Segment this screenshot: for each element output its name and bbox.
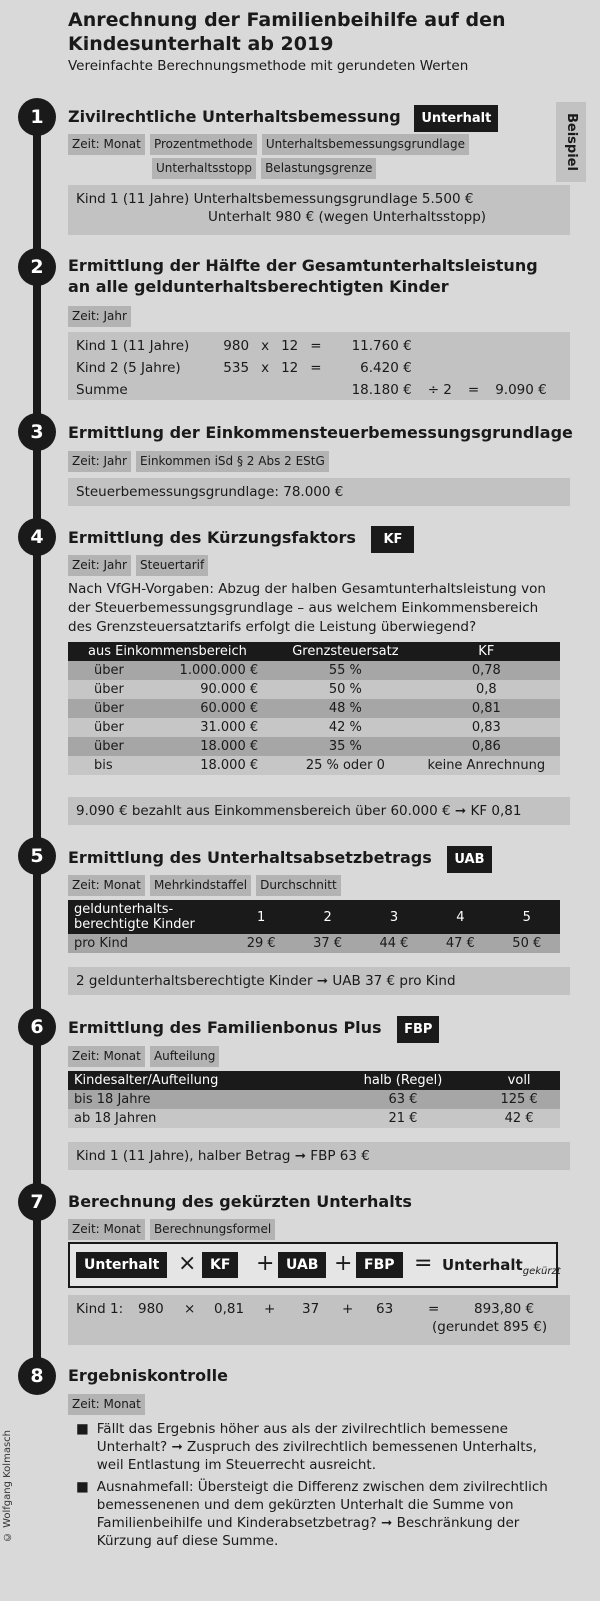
tag: Zeit: Jahr [68, 306, 131, 327]
tag-row [68, 874, 341, 896]
tag: Unterhaltsbemessungsgrundlage [262, 134, 469, 155]
tag: Steuertarif [136, 555, 208, 576]
tag-row [68, 305, 131, 327]
tag: Einkommen iSd § 2 Abs 2 EStG [136, 451, 329, 472]
result-box: 9.090 € bezahlt aus Einkommensbereich über 60.000 € ➞ KF 0,81 [68, 797, 570, 825]
step-title: Ermittlung des Familienbonus Plus FBP [68, 1016, 439, 1043]
tag: Unterhaltsstopp [152, 158, 256, 179]
calc-box [68, 332, 570, 400]
page-title: Anrechnung der Familienbeihilfe auf den Kindesunterhalt ab 2019 [68, 9, 506, 55]
tag: Prozentmethode [150, 134, 257, 155]
step-number: 7 [18, 1183, 56, 1221]
bullet-list [76, 1420, 556, 1550]
calc-row: Kind 1 (11 Jahre) 980 x 12 = 11.760 € [76, 338, 412, 354]
copyright-credit: © Wolfgang Kolmasch [2, 1430, 13, 1543]
tag-row [68, 554, 208, 576]
kf-badge: KF [371, 526, 414, 553]
step-number: 3 [18, 413, 56, 451]
description-text: Nach VfGH-Vorgaben: Abzug der halben Gesamtunterhaltsleistung von der Steuerbemessungsgrundlage – aus welchem Einkommensbereich des Grenzsteuersatztarifs erfolgt die Leistung überwiegend? [68, 581, 546, 635]
fbp-badge: FBP [397, 1016, 439, 1043]
formula-box [68, 1242, 561, 1288]
table-row: über 18.000 € 35 % 0,86 [68, 737, 560, 756]
tag: Zeit: Monat [68, 875, 145, 896]
step-title: Ergebniskontrolle [68, 1366, 228, 1385]
step-number: 6 [18, 1008, 56, 1046]
tag: Belastungsgrenze [261, 158, 376, 179]
side-label: Beispiel [556, 102, 586, 182]
list-item: ■ Fällt das Ergebnis höher aus als der zivilrechtlich bemessene Unterhalt? ➞ Zuspruch des zivilrechtlich bemessenen Unterhalts, weil Entlastung im Steuerrecht ausreicht. [76, 1421, 537, 1473]
table-row: über 31.000 € 42 % 0,83 [68, 718, 560, 737]
step-number: 1 [18, 98, 56, 136]
formula-plus: + [334, 1251, 353, 1276]
tag: Berechnungsformel [150, 1219, 275, 1240]
step-title: Ermittlung der Hälfte der Gesamtunterhaltsleistung an alle geldunterhaltsberechtigten Kinder [68, 256, 538, 296]
table-row: über 1.000.000 € 55 % 0,78 [68, 661, 560, 680]
formula-plus: + [256, 1251, 275, 1276]
formula-fbp: FBP [356, 1252, 403, 1278]
step-title: Ermittlung des Kürzungsfaktors KF [68, 526, 414, 553]
tag: Zeit: Monat [68, 1394, 145, 1415]
tag: Zeit: Monat [68, 1046, 145, 1067]
list-item: ■ Ausnahmefall: Übersteigt die Differenz zwischen dem zivilrechtlich bemessenenen und dem gekürzten Unterhalt die Summe von Familienbeihilfe und Kinderabsetzbetrag? ➞ Beschränkung der Kürzung auf diese Summe. [76, 1479, 548, 1549]
table-header: aus Einkommensbereich Grenzsteuersatz KF [68, 642, 560, 661]
tag-row [68, 1218, 275, 1240]
step-title: Berechnung des gekürzten Unterhalts [68, 1192, 412, 1211]
step-title: Ermittlung der Einkommensteuerbemessungsgrundlage [68, 423, 573, 442]
step-title: Zivilrechtliche Unterhaltsbemessung Unterhalt [68, 105, 498, 132]
tag: Aufteilung [150, 1046, 219, 1067]
tag: Zeit: Jahr [68, 451, 131, 472]
formula-times: × [178, 1251, 197, 1276]
table-row: ab 18 Jahren 21 € 42 € [68, 1109, 560, 1128]
formula-unterhalt: Unterhalt [76, 1252, 167, 1278]
formula-uab: UAB [278, 1252, 326, 1278]
step-title: Ermittlung des Unterhaltsabsetzbetrags UAB [68, 846, 492, 873]
formula-result: Unterhalt$_{gekürzt}$ [442, 1256, 561, 1277]
table-header: geldunterhalts-berechtigte Kinder 1 2 3 4 5 [68, 900, 560, 934]
result-box: Kind 1 (11 Jahre), halber Betrag ➞ FBP 63 € [68, 1142, 570, 1170]
tag-row [68, 1045, 219, 1067]
result-box: Steuerbemessungsgrundlage: 78.000 € [68, 478, 570, 506]
step-number: 2 [18, 248, 56, 286]
tag: Zeit: Monat [68, 134, 145, 155]
step-number: 5 [18, 837, 56, 875]
formula-kf: KF [202, 1252, 238, 1278]
uab-badge: UAB [447, 846, 491, 873]
tag: Mehrkindstaffel [150, 875, 251, 896]
kf-table [68, 642, 560, 775]
table-row: pro Kind 29 € 37 € 44 € 47 € 50 € [68, 934, 560, 953]
formula-equals: = [414, 1251, 433, 1276]
table-header: Kindesalter/Aufteilung halb (Regel) voll [68, 1071, 560, 1090]
unterhalt-badge: Unterhalt [414, 105, 498, 132]
calc-box: Kind 1: 980 × 0,81 + 37 + 63 = 893,80 € (gerundet 895 €) [68, 1295, 570, 1345]
table-row: über 60.000 € 48 % 0,81 [68, 699, 560, 718]
page-subtitle: Vereinfachte Berechnungsmethode mit gerundeten Werten [68, 58, 469, 74]
tag: Zeit: Jahr [68, 555, 131, 576]
tag: Zeit: Monat [68, 1219, 145, 1240]
result-box: 2 geldunterhaltsberechtigte Kinder ➞ UAB 37 € pro Kind [68, 967, 570, 995]
fbp-table [68, 1071, 560, 1128]
step-number: 4 [18, 518, 56, 556]
example-box: Kind 1 (11 Jahre) Unterhaltsbemessungsgrundlage 5.500 € Unterhalt 980 € (wegen Unterhaltsstopp) [68, 185, 570, 235]
tag: Durchschnitt [256, 875, 341, 896]
table-row: über 90.000 € 50 % 0,8 [68, 680, 560, 699]
tag-row [68, 1393, 145, 1415]
tag-row [68, 133, 469, 155]
table-row: bis 18.000 € 25 % oder 0 keine Anrechnung [68, 756, 560, 775]
tag-row [68, 450, 329, 472]
calc-row: Summe 18.180 € ÷ 2 = 9.090 € [76, 382, 547, 398]
step-number: 8 [18, 1357, 56, 1395]
calc-row: Kind 2 (5 Jahre) 535 x 12 = 6.420 € [76, 360, 412, 376]
timeline-line [33, 100, 41, 1370]
table-row: bis 18 Jahre 63 € 125 € [68, 1090, 560, 1109]
uab-table [68, 900, 560, 953]
tag-row [152, 157, 376, 179]
